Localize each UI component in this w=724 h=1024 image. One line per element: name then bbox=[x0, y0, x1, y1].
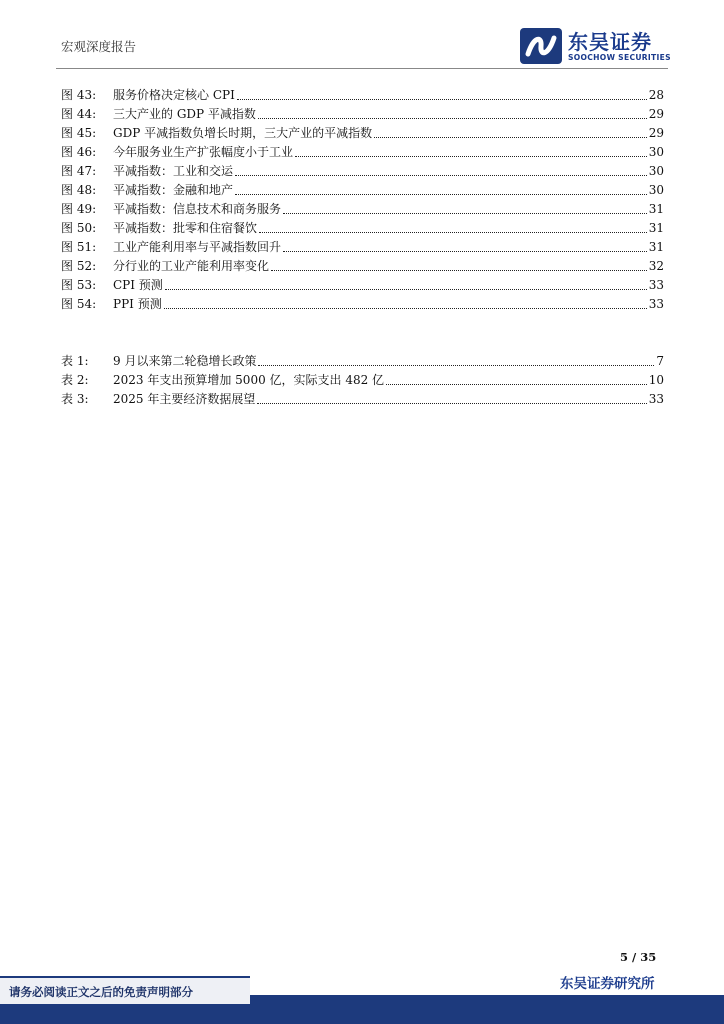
toc-leader-dots bbox=[258, 364, 654, 366]
toc-entry-number: 图 47: bbox=[61, 164, 97, 178]
toc-entry-page: 32 bbox=[648, 259, 664, 273]
toc-entry-page: 7 bbox=[656, 354, 664, 368]
toc-entry-title: 分行业的工业产能利用率变化 bbox=[113, 259, 270, 273]
toc-entry[interactable] bbox=[61, 295, 664, 314]
toc-leader-dots bbox=[235, 193, 647, 195]
footer-firm-name: 东吴证券研究所 bbox=[560, 976, 655, 992]
toc-entry-number: 图 54: bbox=[61, 297, 97, 311]
toc-leader-dots bbox=[386, 383, 647, 385]
toc-entry-title: 平减指数：信息技术和商务服务 bbox=[113, 202, 282, 216]
toc-entry-title: 2025 年主要经济数据展望 bbox=[113, 392, 256, 406]
toc-entry-title: 服务价格决定核心 CPI bbox=[113, 88, 235, 102]
toc-entry-number: 表 3: bbox=[61, 392, 89, 406]
toc-leader-dots bbox=[295, 155, 647, 157]
toc-entry-page: 29 bbox=[648, 126, 664, 140]
toc-leader-dots bbox=[374, 136, 647, 138]
toc-entry-page: 29 bbox=[648, 107, 664, 121]
toc-entry[interactable] bbox=[61, 162, 664, 181]
toc-entry-title: 2023 年支出预算增加 5000 亿，实际支出 482 亿 bbox=[113, 373, 385, 387]
toc-entry-number: 图 51: bbox=[61, 240, 97, 254]
toc-leader-dots bbox=[271, 269, 647, 271]
toc-entry[interactable] bbox=[61, 276, 664, 295]
header-divider bbox=[56, 68, 668, 69]
toc-entry-number: 表 2: bbox=[61, 373, 89, 387]
toc-entry-number: 图 53: bbox=[61, 278, 97, 292]
toc-entry-title: 平减指数：金融和地产 bbox=[113, 183, 234, 197]
figure-list bbox=[61, 86, 664, 314]
toc-entry[interactable] bbox=[61, 238, 664, 257]
logo-chinese-name: 东吴证券 bbox=[568, 30, 652, 54]
toc-entry-page: 31 bbox=[648, 221, 664, 235]
toc-entry-number: 表 1: bbox=[61, 354, 89, 368]
toc-entry[interactable] bbox=[61, 181, 664, 200]
toc-entry[interactable] bbox=[61, 105, 664, 124]
toc-entry-number: 图 44: bbox=[61, 107, 97, 121]
toc-entry-page: 33 bbox=[648, 392, 664, 406]
toc-entry-number: 图 50: bbox=[61, 221, 97, 235]
toc-entry[interactable] bbox=[61, 143, 664, 162]
toc-entry-page: 10 bbox=[648, 373, 664, 387]
toc-entry[interactable] bbox=[61, 86, 664, 105]
toc-entry-page: 31 bbox=[648, 240, 664, 254]
company-logo bbox=[520, 26, 680, 66]
toc-leader-dots bbox=[257, 402, 646, 404]
toc-entry-title: PPI 预测 bbox=[113, 297, 162, 311]
toc-entry-number: 图 45: bbox=[61, 126, 97, 140]
toc-leader-dots bbox=[164, 307, 647, 309]
toc-entry-title: 9 月以来第二轮稳增长政策 bbox=[113, 354, 257, 368]
toc-leader-dots bbox=[283, 212, 647, 214]
toc-entry-title: 三大产业的 GDP 平减指数 bbox=[113, 107, 256, 121]
toc-entry-page: 30 bbox=[648, 183, 664, 197]
toc-leader-dots bbox=[258, 117, 647, 119]
disclaimer-notice bbox=[0, 976, 250, 1004]
toc-entry-page: 33 bbox=[648, 297, 664, 311]
page-number: 5 / 35 bbox=[620, 950, 657, 964]
disclaimer-text: 请务必阅读正文之后的免责声明部分 bbox=[9, 985, 193, 999]
toc-entry-title: GDP 平减指数负增长时期，三大产业的平减指数 bbox=[113, 126, 373, 140]
toc-entry-page: 28 bbox=[648, 88, 664, 102]
toc-entry[interactable] bbox=[61, 352, 664, 371]
toc-entry-number: 图 49: bbox=[61, 202, 97, 216]
toc-entry-title: 平减指数：工业和交运 bbox=[113, 164, 234, 178]
toc-leader-dots bbox=[165, 288, 647, 290]
toc-entry-title: 今年服务业生产扩张幅度小于工业 bbox=[113, 145, 294, 159]
toc-entry-page: 30 bbox=[648, 164, 664, 178]
toc-leader-dots bbox=[283, 250, 647, 252]
toc-leader-dots bbox=[259, 231, 647, 233]
logo-english-name: SOOCHOW SECURITIES bbox=[568, 53, 671, 62]
toc-entry-number: 图 52: bbox=[61, 259, 97, 273]
toc-entry[interactable] bbox=[61, 124, 664, 143]
toc-entry-title: 平减指数：批零和住宿餐饮 bbox=[113, 221, 258, 235]
toc-entry-number: 图 46: bbox=[61, 145, 97, 159]
toc-entry[interactable] bbox=[61, 390, 664, 409]
toc-entry-title: CPI 预测 bbox=[113, 278, 163, 292]
report-type-label: 宏观深度报告 bbox=[61, 39, 137, 54]
toc-leader-dots bbox=[235, 174, 647, 176]
toc-entry[interactable] bbox=[61, 200, 664, 219]
toc-entry-page: 31 bbox=[648, 202, 664, 216]
toc-entry-number: 图 48: bbox=[61, 183, 97, 197]
toc-entry[interactable] bbox=[61, 257, 664, 276]
toc-entry[interactable] bbox=[61, 219, 664, 238]
toc-entry-page: 33 bbox=[648, 278, 664, 292]
toc-leader-dots bbox=[237, 98, 647, 100]
toc-entry-number: 图 43: bbox=[61, 88, 97, 102]
soochow-logo-icon bbox=[520, 28, 562, 64]
toc-entry-title: 工业产能利用率与平减指数回升 bbox=[113, 240, 282, 254]
toc-entry-page: 30 bbox=[648, 145, 664, 159]
table-list bbox=[61, 352, 664, 409]
toc-entry[interactable] bbox=[61, 371, 664, 390]
